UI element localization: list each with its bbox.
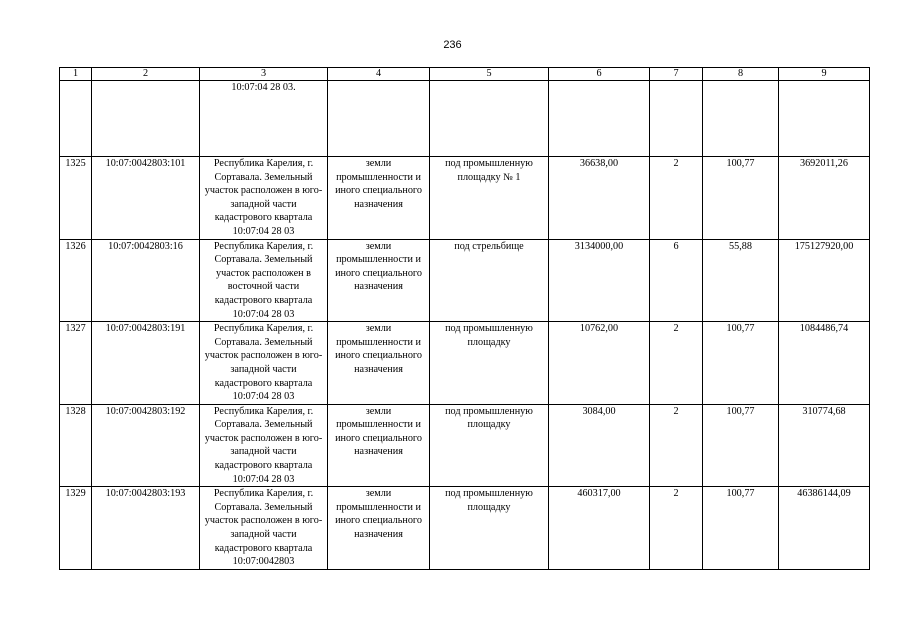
address-cell: Республика Карелия, г. Сортавала. Земельный участок расположен в юго-западной части кадастрового квартала 10:07:04 28 03 [200,404,328,487]
column-8-cell: 100,77 [703,157,779,240]
row-number-cell: 1326 [60,239,92,322]
continuation-row [60,81,870,157]
column-header: 6 [549,68,650,81]
row-number-cell: 1329 [60,487,92,570]
permitted-use-cell: под стрельбище [430,239,549,322]
land-category-cell: земли промышленности и иного специального назначения [328,404,430,487]
column-header: 7 [650,68,703,81]
table-cell [549,81,650,157]
table-cell [430,81,549,157]
land-category-cell: земли промышленности и иного специального назначения [328,157,430,240]
area-cell: 460317,00 [549,487,650,570]
area-cell: 3134000,00 [549,239,650,322]
permitted-use-cell: под промышленную площадку [430,404,549,487]
cadastral-value-cell: 3692011,26 [779,157,870,240]
table-row [60,404,870,487]
table-cell [650,81,703,157]
cadastral-number-cell: 10:07:0042803:193 [92,487,200,570]
column-7-cell: 2 [650,157,703,240]
area-cell: 10762,00 [549,322,650,405]
cadastral-value-cell: 175127920,00 [779,239,870,322]
table-cell [779,81,870,157]
land-category-cell: земли промышленности и иного специального назначения [328,322,430,405]
page-number: 236 [443,39,462,51]
column-8-cell: 100,77 [703,322,779,405]
cadastral-number-cell: 10:07:0042803:16 [92,239,200,322]
table-cell [703,81,779,157]
land-category-cell: земли промышленности и иного специального назначения [328,487,430,570]
column-8-cell: 100,77 [703,487,779,570]
column-8-cell: 100,77 [703,404,779,487]
column-header: 5 [430,68,549,81]
row-number-cell: 1328 [60,404,92,487]
land-category-cell: земли промышленности и иного специального назначения [328,239,430,322]
table-row [60,322,870,405]
cadastral-number-cell: 10:07:0042803:192 [92,404,200,487]
address-cell: Республика Карелия, г. Сортавала. Земельный участок расположен в юго-западной части кадастрового квартала 10:07:0042803 [200,487,328,570]
table-cell [328,81,430,157]
cadastral-value-cell: 1084486,74 [779,322,870,405]
table-row [60,157,870,240]
column-header: 9 [779,68,870,81]
column-header: 2 [92,68,200,81]
land-registry-table [59,67,870,570]
address-cell: 10:07:04 28 03. [200,81,328,157]
table-cell [60,81,92,157]
column-header: 1 [60,68,92,81]
row-number-cell: 1325 [60,157,92,240]
cadastral-value-cell: 310774,68 [779,404,870,487]
address-cell: Республика Карелия, г. Сортавала. Земельный участок расположен в восточной части кадастрового квартала 10:07:04 28 03 [200,239,328,322]
address-cell: Республика Карелия, г. Сортавала. Земельный участок расположен в юго-западной части кадастрового квартала 10:07:04 28 03 [200,322,328,405]
permitted-use-cell: под промышленную площадку № 1 [430,157,549,240]
area-cell: 3084,00 [549,404,650,487]
column-7-cell: 2 [650,404,703,487]
column-7-cell: 2 [650,487,703,570]
cadastral-value-cell: 46386144,09 [779,487,870,570]
cadastral-number-cell: 10:07:0042803:101 [92,157,200,240]
table-row [60,239,870,322]
table-row [60,487,870,570]
permitted-use-cell: под промышленную площадку [430,322,549,405]
column-7-cell: 6 [650,239,703,322]
area-cell: 36638,00 [549,157,650,240]
permitted-use-cell: под промышленную площадку [430,487,549,570]
column-header: 8 [703,68,779,81]
address-cell: Республика Карелия, г. Сортавала. Земельный участок расположен в юго-западной части кадастрового квартала 10:07:04 28 03 [200,157,328,240]
row-number-cell: 1327 [60,322,92,405]
column-header: 3 [200,68,328,81]
table-cell [92,81,200,157]
column-8-cell: 55,88 [703,239,779,322]
column-number-header-row [60,68,870,81]
column-header: 4 [328,68,430,81]
cadastral-number-cell: 10:07:0042803:191 [92,322,200,405]
column-7-cell: 2 [650,322,703,405]
